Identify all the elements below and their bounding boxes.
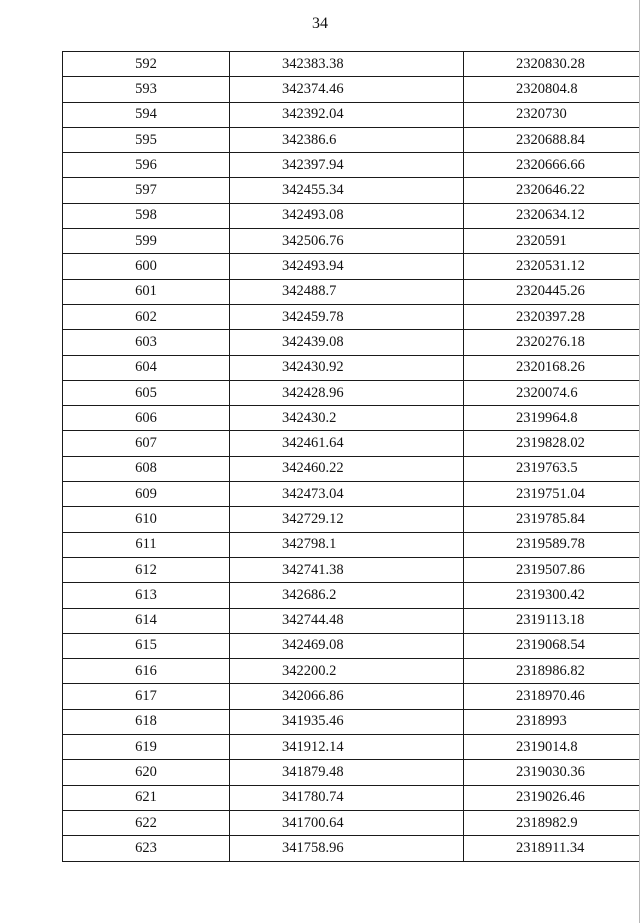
table-row bbox=[63, 659, 640, 684]
x-coordinate-cell: 342459.78 bbox=[230, 304, 464, 329]
y-coordinate-cell: 2320830.28 bbox=[464, 52, 640, 77]
table-row bbox=[63, 810, 640, 835]
y-coordinate-cell: 2319964.8 bbox=[464, 406, 640, 431]
point-number-cell: 620 bbox=[63, 760, 230, 785]
table-row bbox=[63, 203, 640, 228]
y-coordinate-cell: 2320074.6 bbox=[464, 380, 640, 405]
point-number-cell: 595 bbox=[63, 127, 230, 152]
point-number-cell: 623 bbox=[63, 836, 230, 861]
table-row bbox=[63, 456, 640, 481]
point-number-cell: 597 bbox=[63, 178, 230, 203]
table-row bbox=[63, 431, 640, 456]
table-row bbox=[63, 760, 640, 785]
y-coordinate-cell: 2318970.46 bbox=[464, 684, 640, 709]
table-row bbox=[63, 102, 640, 127]
point-number-cell: 600 bbox=[63, 254, 230, 279]
y-coordinate-cell: 2320445.26 bbox=[464, 279, 640, 304]
point-number-cell: 621 bbox=[63, 785, 230, 810]
x-coordinate-cell: 342469.08 bbox=[230, 633, 464, 658]
point-number-cell: 593 bbox=[63, 77, 230, 102]
y-coordinate-cell: 2319030.36 bbox=[464, 760, 640, 785]
x-coordinate-cell: 342506.76 bbox=[230, 229, 464, 254]
y-coordinate-cell: 2319763.5 bbox=[464, 456, 640, 481]
table-row bbox=[63, 608, 640, 633]
x-coordinate-cell: 341879.48 bbox=[230, 760, 464, 785]
x-coordinate-cell: 342430.2 bbox=[230, 406, 464, 431]
point-number-cell: 594 bbox=[63, 102, 230, 127]
x-coordinate-cell: 342798.1 bbox=[230, 532, 464, 557]
x-coordinate-cell: 342439.08 bbox=[230, 330, 464, 355]
point-number-cell: 607 bbox=[63, 431, 230, 456]
table-row bbox=[63, 532, 640, 557]
x-coordinate-cell: 341758.96 bbox=[230, 836, 464, 861]
table-row bbox=[63, 355, 640, 380]
y-coordinate-cell: 2319785.84 bbox=[464, 507, 640, 532]
point-number-cell: 609 bbox=[63, 482, 230, 507]
x-coordinate-cell: 342488.7 bbox=[230, 279, 464, 304]
y-coordinate-cell: 2319300.42 bbox=[464, 583, 640, 608]
point-number-cell: 614 bbox=[63, 608, 230, 633]
table-row bbox=[63, 127, 640, 152]
y-coordinate-cell: 2320688.84 bbox=[464, 127, 640, 152]
table-row bbox=[63, 836, 640, 861]
y-coordinate-cell: 2318986.82 bbox=[464, 659, 640, 684]
y-coordinate-cell: 2318993 bbox=[464, 709, 640, 734]
y-coordinate-cell: 2319751.04 bbox=[464, 482, 640, 507]
table-row bbox=[63, 735, 640, 760]
x-coordinate-cell: 342460.22 bbox=[230, 456, 464, 481]
point-number-cell: 599 bbox=[63, 229, 230, 254]
x-coordinate-cell: 342686.2 bbox=[230, 583, 464, 608]
table-row bbox=[63, 583, 640, 608]
y-coordinate-cell: 2319507.86 bbox=[464, 557, 640, 582]
point-number-cell: 601 bbox=[63, 279, 230, 304]
point-number-cell: 612 bbox=[63, 557, 230, 582]
x-coordinate-cell: 342741.38 bbox=[230, 557, 464, 582]
x-coordinate-cell: 342066.86 bbox=[230, 684, 464, 709]
y-coordinate-cell: 2320730 bbox=[464, 102, 640, 127]
y-coordinate-cell: 2318911.34 bbox=[464, 836, 640, 861]
y-coordinate-cell: 2320804.8 bbox=[464, 77, 640, 102]
x-coordinate-cell: 342493.94 bbox=[230, 254, 464, 279]
point-number-cell: 619 bbox=[63, 735, 230, 760]
y-coordinate-cell: 2319589.78 bbox=[464, 532, 640, 557]
x-coordinate-cell: 342729.12 bbox=[230, 507, 464, 532]
table-row bbox=[63, 684, 640, 709]
point-number-cell: 606 bbox=[63, 406, 230, 431]
page-number: 34 bbox=[312, 15, 328, 32]
table-row bbox=[63, 709, 640, 734]
x-coordinate-cell: 342461.64 bbox=[230, 431, 464, 456]
table-row bbox=[63, 77, 640, 102]
table-row bbox=[63, 557, 640, 582]
point-number-cell: 605 bbox=[63, 380, 230, 405]
point-number-cell: 616 bbox=[63, 659, 230, 684]
point-number-cell: 603 bbox=[63, 330, 230, 355]
table-row bbox=[63, 330, 640, 355]
x-coordinate-cell: 342383.38 bbox=[230, 52, 464, 77]
y-coordinate-cell: 2319113.18 bbox=[464, 608, 640, 633]
x-coordinate-cell: 342374.46 bbox=[230, 77, 464, 102]
y-coordinate-cell: 2320168.26 bbox=[464, 355, 640, 380]
point-number-cell: 618 bbox=[63, 709, 230, 734]
x-coordinate-cell: 342473.04 bbox=[230, 482, 464, 507]
y-coordinate-cell: 2318982.9 bbox=[464, 810, 640, 835]
x-coordinate-cell: 342455.34 bbox=[230, 178, 464, 203]
x-coordinate-cell: 342397.94 bbox=[230, 153, 464, 178]
x-coordinate-cell: 341935.46 bbox=[230, 709, 464, 734]
y-coordinate-cell: 2320646.22 bbox=[464, 178, 640, 203]
y-coordinate-cell: 2320397.28 bbox=[464, 304, 640, 329]
y-coordinate-cell: 2320634.12 bbox=[464, 203, 640, 228]
table-row bbox=[63, 633, 640, 658]
x-coordinate-cell: 342386.6 bbox=[230, 127, 464, 152]
point-number-cell: 608 bbox=[63, 456, 230, 481]
x-coordinate-cell: 341780.74 bbox=[230, 785, 464, 810]
table-row bbox=[63, 153, 640, 178]
y-coordinate-cell: 2320276.18 bbox=[464, 330, 640, 355]
y-coordinate-cell: 2320531.12 bbox=[464, 254, 640, 279]
point-number-cell: 617 bbox=[63, 684, 230, 709]
y-coordinate-cell: 2319014.8 bbox=[464, 735, 640, 760]
y-coordinate-cell: 2319828.02 bbox=[464, 431, 640, 456]
table-row bbox=[63, 406, 640, 431]
table-row bbox=[63, 304, 640, 329]
point-number-cell: 611 bbox=[63, 532, 230, 557]
x-coordinate-cell: 342744.48 bbox=[230, 608, 464, 633]
x-coordinate-cell: 342392.04 bbox=[230, 102, 464, 127]
table-row bbox=[63, 785, 640, 810]
x-coordinate-cell: 341700.64 bbox=[230, 810, 464, 835]
table-row bbox=[63, 279, 640, 304]
table-row bbox=[63, 380, 640, 405]
y-coordinate-cell: 2320591 bbox=[464, 229, 640, 254]
y-coordinate-cell: 2319068.54 bbox=[464, 633, 640, 658]
coordinates-table-body bbox=[63, 52, 640, 862]
y-coordinate-cell: 2320666.66 bbox=[464, 153, 640, 178]
table-row bbox=[63, 52, 640, 77]
point-number-cell: 615 bbox=[63, 633, 230, 658]
point-number-cell: 610 bbox=[63, 507, 230, 532]
point-number-cell: 604 bbox=[63, 355, 230, 380]
x-coordinate-cell: 342200.2 bbox=[230, 659, 464, 684]
point-number-cell: 622 bbox=[63, 810, 230, 835]
x-coordinate-cell: 342428.96 bbox=[230, 380, 464, 405]
y-coordinate-cell: 2319026.46 bbox=[464, 785, 640, 810]
x-coordinate-cell: 341912.14 bbox=[230, 735, 464, 760]
table-row bbox=[63, 482, 640, 507]
point-number-cell: 613 bbox=[63, 583, 230, 608]
x-coordinate-cell: 342430.92 bbox=[230, 355, 464, 380]
table-row bbox=[63, 229, 640, 254]
point-number-cell: 602 bbox=[63, 304, 230, 329]
table-row bbox=[63, 254, 640, 279]
x-coordinate-cell: 342493.08 bbox=[230, 203, 464, 228]
coordinates-table bbox=[62, 51, 640, 862]
point-number-cell: 598 bbox=[63, 203, 230, 228]
point-number-cell: 596 bbox=[63, 153, 230, 178]
point-number-cell: 592 bbox=[63, 52, 230, 77]
table-row bbox=[63, 178, 640, 203]
table-row bbox=[63, 507, 640, 532]
